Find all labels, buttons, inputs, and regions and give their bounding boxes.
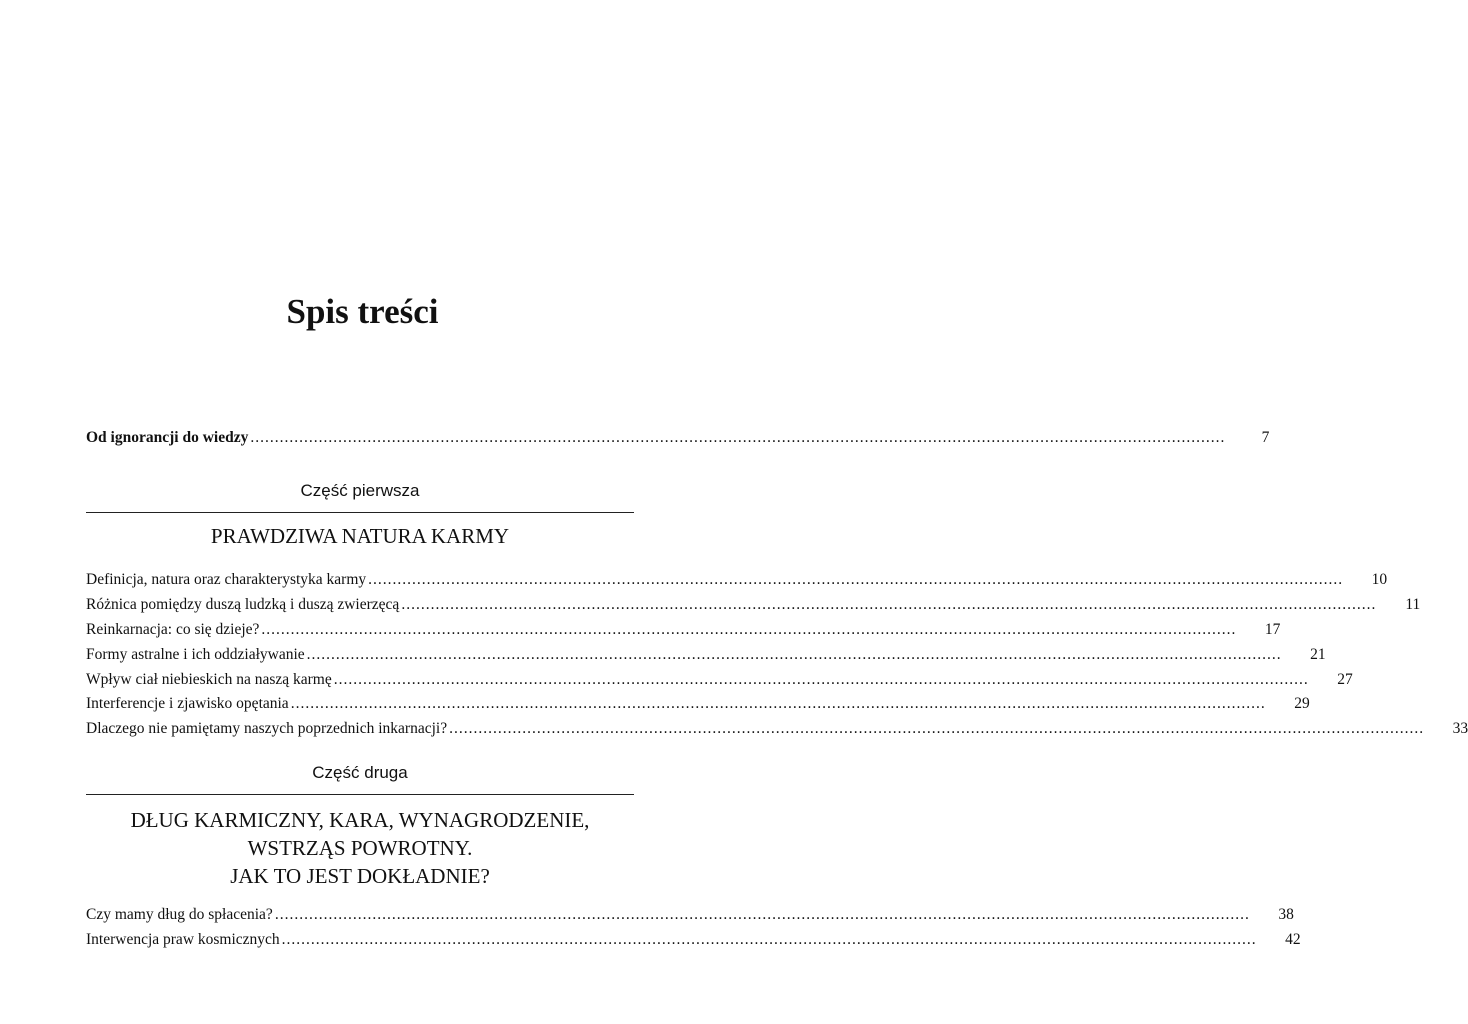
toc-entry-label: Dlaczego nie pamiętamy naszych poprzednich inkarnacji? <box>86 720 448 737</box>
dot-leader: ........................................................................................................................................................................................................ <box>250 429 1226 446</box>
toc-entry-label: Formy astralne i ich oddziaływanie <box>86 646 305 663</box>
dot-leader: ........................................................................................................................................................................................................ <box>401 596 1377 613</box>
toc-entry-label: Definicja, natura oraz charakterystyka karmy <box>86 571 367 588</box>
toc-entry[interactable] <box>86 621 1281 643</box>
toc-entry[interactable] <box>86 571 1388 593</box>
toc-entry[interactable] <box>86 671 1353 693</box>
toc-entry-intro[interactable] <box>86 429 1270 451</box>
toc-entry-label: Wpływ ciał niebieskich na naszą karmę <box>86 671 332 688</box>
dot-leader: ........................................................................................................................................................................................................ <box>261 621 1237 638</box>
toc-entry[interactable] <box>86 646 1326 668</box>
dot-leader: ........................................................................................................................................................................................................ <box>306 646 1282 663</box>
toc-entry[interactable] <box>86 596 1421 618</box>
toc-page-number: 10 <box>1371 571 1388 588</box>
toc-entry[interactable] <box>86 695 1310 717</box>
toc-entry[interactable] <box>86 906 1294 928</box>
toc-page-number: 7 <box>1261 429 1270 446</box>
toc-entry-label: Różnica pomiędzy duszą ludzką i duszą zwierzęcą <box>86 596 400 613</box>
toc-entry[interactable] <box>86 931 1301 953</box>
toc-page-number: 27 <box>1337 671 1353 688</box>
toc-page-number: 17 <box>1264 621 1281 638</box>
toc-entry-label: Czy mamy dług do spłacenia? <box>86 906 273 923</box>
toc-entry-label: Od ignorancji do wiedzy <box>86 429 249 446</box>
part-1-label: Część pierwsza <box>300 481 420 500</box>
toc-page-number: 11 <box>1405 596 1421 613</box>
toc-entry-label: Interferencje i zjawisko opętania <box>86 695 289 712</box>
part-2-title <box>86 806 634 890</box>
toc-entry-label: Reinkarnacja: co się dzieje? <box>86 621 260 638</box>
toc-page-number: 38 <box>1278 906 1294 923</box>
part-2-title-line: JAK TO JEST DOKŁADNIE? <box>230 864 490 888</box>
toc-entry[interactable] <box>86 720 1468 742</box>
part-1-title-line: PRAWDZIWA NATURA KARMY <box>210 524 510 548</box>
toc-page-number: 42 <box>1285 931 1301 948</box>
dot-leader: ........................................................................................................................................................................................................ <box>290 695 1266 712</box>
toc-page-number: 33 <box>1452 720 1468 737</box>
part-1-title <box>86 522 634 550</box>
dot-leader: ........................................................................................................................................................................................................ <box>274 906 1250 923</box>
part-1-rule <box>86 512 634 513</box>
toc-page-number: 29 <box>1294 695 1310 712</box>
part-2-title-line: DŁUG KARMICZNY, KARA, WYNAGRODZENIE, <box>130 808 590 832</box>
dot-leader: ........................................................................................................................................................................................................ <box>333 671 1309 688</box>
dot-leader: ........................................................................................................................................................................................................ <box>368 571 1344 588</box>
dot-leader: ........................................................................................................................................................................................................ <box>281 931 1257 948</box>
part-2-title-line: WSTRZĄS POWROTNY. <box>247 836 473 860</box>
page-title: Spis treści <box>286 292 439 331</box>
toc-entry-label: Interwencja praw kosmicznych <box>86 931 280 948</box>
dot-leader: ........................................................................................................................................................................................................ <box>449 720 1425 737</box>
toc-page-number: 21 <box>1310 646 1326 663</box>
part-2-rule <box>86 794 634 795</box>
part-2-label: Część druga <box>312 763 408 782</box>
